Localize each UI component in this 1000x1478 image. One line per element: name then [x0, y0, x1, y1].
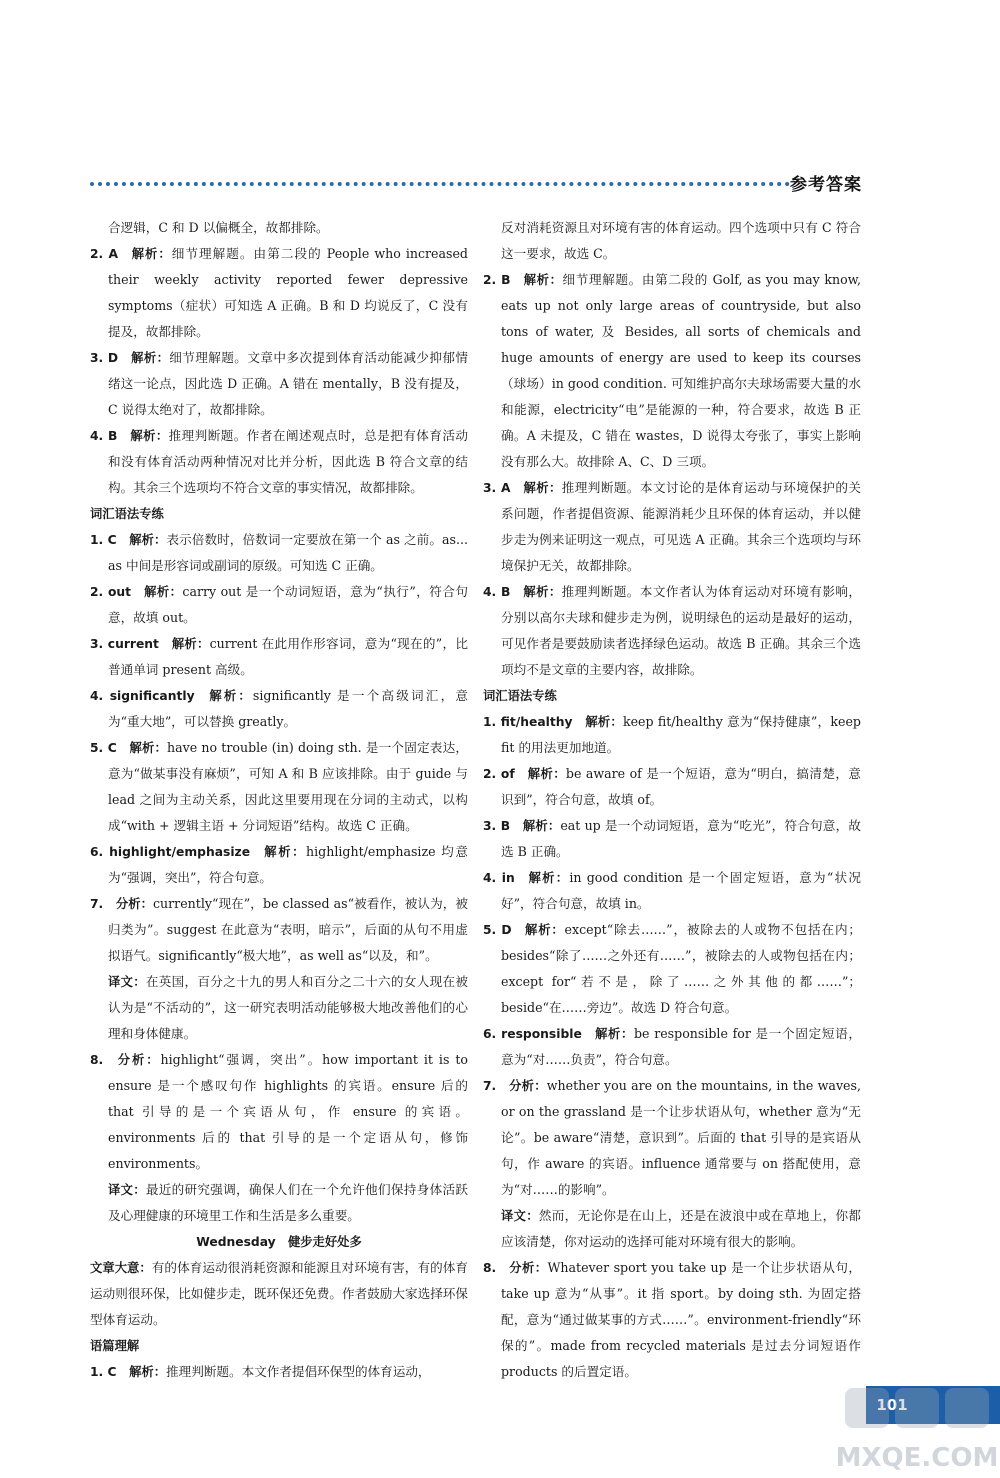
header-title: 参考答案: [790, 175, 862, 195]
answer-label: 解析：: [594, 1027, 634, 1041]
answer-number: 3. B: [483, 819, 511, 833]
answer-number: 5. D: [483, 923, 512, 937]
answer-item: [90, 683, 468, 735]
answer-item: [90, 1359, 468, 1385]
answer-number: 6. highlight/emphasize: [90, 845, 251, 859]
answer-item: [90, 345, 468, 423]
answer-number: 1. C: [90, 1365, 117, 1379]
answer-number: 2. out: [90, 585, 132, 599]
answer-item: [483, 1021, 861, 1073]
page-number: 101: [876, 1396, 908, 1414]
answer-text: 细节理解题。文章中多次提到体育活动能减少抑郁情绪这一论点，因此选 D 正确。A 错在 mentally，B 没有提及，C 说得太绝对了，故都排除。: [108, 350, 469, 417]
answer-label: 解析：: [129, 741, 168, 755]
answer-label: 解析：: [143, 585, 183, 599]
answer-text: eat up 是一个动词短语，意为“吃光”，符合句意，故选 B 正确。: [501, 818, 861, 859]
answer-text: 细节理解题。由第二段的 People who increased their weekly activity reported fewer depressive symptoms（症状）可知选 A 正确。B 和 D 均说反了，C 没有提及，故都排除。: [108, 246, 468, 339]
answer-number: 1. C: [90, 533, 117, 547]
answer-label: 解析：: [527, 871, 570, 885]
answer-label: 解析：: [585, 715, 623, 729]
answer-text: 推理判断题。本文作者认为体育运动对环境有影响，分别以高尔夫球和健步走为例，说明绿色的运动是最好的运动，可见作者是要鼓励读者选择绿色运动。故选 B 正确。其余三个选项均不是文章的主要内容，故排除。: [501, 584, 861, 677]
answer-text: whether you are on the mountains, in the waves, or on the grassland 是一个让步状语从句，whether 意为“无论”。be aware“清楚，意识到”。后面的 that 引导的是宾语从句，作 aware 的宾语。influence 通常要与 on 搭配使用，意为“对……的影响”。: [501, 1078, 861, 1197]
answer-text: 表示倍数时，倍数词一定要放在第一个 as 之前。as... as 中间是形容词或副词的原级。可知选 C 正确。: [108, 532, 468, 573]
answer-text: keep fit/healthy 意为“保持健康”，keep fit 的用法更加地道。: [501, 714, 861, 755]
section-heading: 语篇理解: [90, 1339, 140, 1353]
answer-text: carry out 是一个动词短语，意为“执行”，符合句意，故填 out。: [108, 584, 468, 625]
translation-note: [90, 969, 468, 1047]
answer-text: 有的体育运动很消耗资源和能源且对环境有害，有的体育运动则很环保，比如健步走，既环保还免费。作者鼓励大家选择环保型体育运动。: [90, 1260, 468, 1327]
answer-label: 解析：: [129, 1365, 167, 1379]
answer-number: 6. responsible: [483, 1027, 582, 1041]
answer-text: current 在此用作形容词，意为“现在的”，比普通单词 present 高级。: [108, 636, 468, 677]
page-header: [90, 170, 862, 200]
answer-label: 分析：: [115, 1053, 161, 1067]
answer-item: [483, 865, 861, 917]
answer-text: except“除去……”，被除去的人或物不包括在内；besides“除了……之外还有……”，被除去的人或物包括在内；except for“若不是，除了……之外其他的都……”；beside“在……旁边”。故选 D 符合句意。: [501, 922, 862, 1015]
answer-label: 文章大意：: [90, 1261, 152, 1275]
answer-text: highlight“强调，突出”。how important it is to ensure 是一个感叹句作 highlights 的宾语。ensure 后的 that 引导的是一个宾语从句，作 ensure 的宾语。environments 后的 that 引导的是一个定语从句，修饰 environments。: [108, 1052, 468, 1171]
answer-item: [90, 735, 468, 839]
answer-label: 解析：: [522, 819, 561, 833]
day-title: Wednesday 健步走好处多: [196, 1235, 362, 1249]
answer-label: 解析：: [207, 689, 253, 703]
section-heading: 词汇语法专练: [483, 689, 557, 703]
answer-label: 解析：: [523, 481, 562, 495]
answer-label: 译文：: [108, 1183, 146, 1197]
answer-number: 3. A: [483, 481, 511, 495]
answer-label: 解析：: [527, 767, 566, 781]
answer-label: 分析：: [508, 1261, 548, 1275]
dotted-rule: [90, 182, 790, 186]
answer-text: be responsible for 是一个固定短语，意为“对……负责”，符合句意。: [501, 1026, 861, 1067]
answer-text: have no trouble (in) doing sth. 是一个固定表达，意为“做某事没有麻烦”，可知 A 和 B 应该排除。由于 guide 与 lead 之间为主动关系，因此这里要用现在分词的主动式，以构成“with + 逻辑主语 + 分词短语”结构。故选 C 正确。: [108, 740, 468, 833]
answer-label: 译文：: [501, 1209, 539, 1223]
answer-text: highlight/emphasize 均意为“强调，突出”，符合句意。: [108, 844, 468, 885]
article-summary: [90, 1255, 468, 1333]
answer-number: 3. current: [90, 637, 159, 651]
answer-item: [483, 475, 861, 579]
answer-number: 2. of: [483, 767, 515, 781]
answer-number: 4. significantly: [90, 689, 195, 703]
answer-number: 3. D: [90, 351, 119, 365]
answer-label: 解析：: [130, 351, 170, 365]
answer-item: [483, 579, 861, 683]
answer-item: [90, 891, 468, 969]
translation-note: [90, 1177, 468, 1229]
answer-text: 推理判断题。作者在阐述观点时，总是把有体育活动和没有体育活动两种情况对比并分析，因此选 B 符合文章的结构。其余三个选项均不符合文章的事实情况，故都排除。: [108, 428, 468, 495]
answer-number: 2. A: [90, 247, 119, 261]
section-heading: 词汇语法专练: [90, 507, 164, 521]
answer-number: 2. B: [483, 273, 511, 287]
answer-label: 解析：: [130, 247, 172, 261]
left-column: [90, 215, 468, 1385]
answer-number: 8.: [483, 1261, 497, 1275]
answer-item: [483, 813, 861, 865]
answer-item: [483, 709, 861, 761]
answer-number: 4. in: [483, 871, 515, 885]
answer-label: 解析：: [262, 845, 307, 859]
answer-number: 4. B: [483, 585, 511, 599]
answer-text: Whatever sport you take up 是一个让步状语从句，take up 意为“从事”。it 指 sport。by doing sth. 为固定搭配，意为“通过做某事的方式……”。environment-friendly“环保的”。made from recycled materials 是过去分词短语作 products 的后置定语。: [501, 1260, 861, 1379]
answer-text: 在英国，百分之十九的男人和百分之二十六的女人现在被认为是“不活动的”，这一研究表明活动能够极大地改善他们的心理和身体健康。: [108, 974, 468, 1041]
answer-label: 分析：: [115, 897, 153, 911]
answer-label: 解析：: [522, 585, 562, 599]
answer-number: 5. C: [90, 741, 117, 755]
answer-label: 分析：: [508, 1079, 547, 1093]
answer-number: 7.: [90, 897, 104, 911]
answer-text: 推理判断题。本文讨论的是体育运动与环境保护的关系问题，作者提倡资源、能源消耗少且环保的体育运动，并以健步走为例来证明这一观点，可见选 A 正确。其余三个选项均与环境保护无关，故都排除。: [501, 480, 861, 573]
answer-item: [90, 579, 468, 631]
answer-text: significantly 是一个高级词汇，意为“重大地”，可以替换 greatly。: [108, 688, 468, 729]
answer-text: 细节理解题。由第二段的 Golf, as you may know, eats up not only large areas of countryside, but also tons of water, 及 Besides, all sorts of chemicals and huge amounts of energy are used to keep its courses（球场）in good condition. 可知维护高尔夫球场需要大量的水和能源，electricity“电”是能源的一种，符合要求，故选 B 正确。A 未提及，C 错在 wastes，D 说得太夸张了，事实上影响没有那么大。故排除 A、C、D 三项。: [501, 272, 861, 469]
answer-number: 1. fit/healthy: [483, 715, 573, 729]
answer-text: be aware of 是一个短语，意为“明白，搞清楚，意识到”，符合句意，故填 of。: [501, 766, 861, 807]
answer-item: [483, 761, 861, 813]
answer-text: currently“现在”，be classed as“被看作，被认为，被归类为”。suggest 在此意为“表明，暗示”，后面的从句不用虚拟语气。significantly“极大地”，as well as“以及，和”。: [108, 896, 468, 963]
answer-label: 解析：: [524, 923, 565, 937]
answer-label: 解析：: [129, 533, 167, 547]
answer-item: [90, 423, 468, 501]
answer-item: [90, 1047, 468, 1177]
watermark-text: MXQE.COM: [835, 1443, 999, 1473]
answer-item: [483, 917, 861, 1021]
answer-text: 推理判断题。本文作者提倡环保型的体育运动，: [166, 1364, 431, 1379]
answer-item: [90, 631, 468, 683]
answer-number: 4. B: [90, 429, 118, 443]
answer-text: 然而，无论你是在山上，还是在波浪中或在草地上，你都应该清楚，你对运动的选择可能对环境有很大的影响。: [501, 1208, 861, 1249]
answer-number: 7.: [483, 1079, 497, 1093]
answer-continuation: 合逻辑，C 和 D 以偏概全，故都排除。: [108, 220, 329, 235]
right-column: [483, 215, 861, 1385]
answer-number: 8.: [90, 1053, 104, 1067]
answer-item: [483, 1073, 861, 1203]
answer-text: in good condition 是一个固定短语，意为“状况好”，符合句意，故填 in。: [501, 870, 861, 911]
answer-item: [90, 241, 468, 345]
answer-label: 解析：: [129, 429, 169, 443]
answer-label: 译文：: [108, 975, 146, 989]
answer-label: 解析：: [171, 637, 210, 651]
answer-label: 解析：: [523, 273, 563, 287]
answer-continuation: 反对消耗资源且对环境有害的体育运动。四个选项中只有 C 符合这一要求，故选 C。: [501, 220, 861, 261]
answer-item: [483, 267, 861, 475]
translation-note: [483, 1203, 861, 1255]
answer-item: [90, 527, 468, 579]
answer-item: [483, 1255, 861, 1385]
answer-item: [90, 839, 468, 891]
watermark-logo: [835, 1380, 1000, 1478]
answer-text: 最近的研究强调，确保人们在一个允许他们保持身体活跃及心理健康的环境里工作和生活是多么重要。: [108, 1182, 468, 1223]
